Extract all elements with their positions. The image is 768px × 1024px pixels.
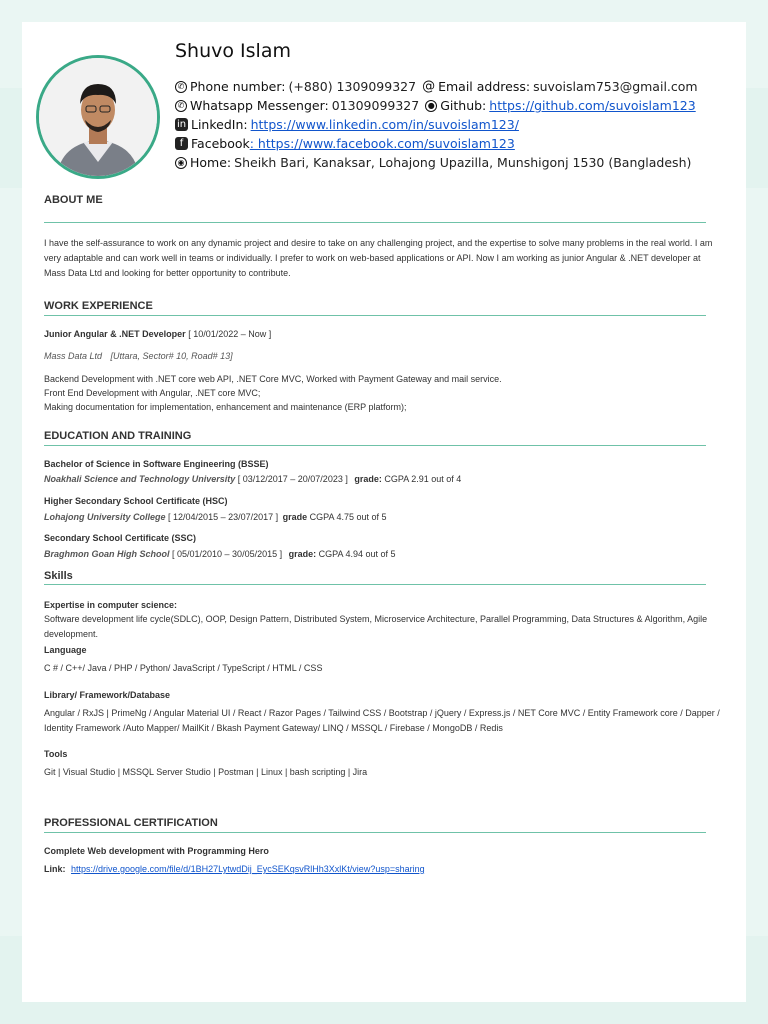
linkedin-icon: in — [176, 118, 187, 130]
work-period: [ 10/01/2022 – Now ] — [185, 329, 272, 339]
contact-row-facebook — [175, 134, 698, 153]
education-degree: Bachelor of Science in Software Engineering (BSSE) — [44, 459, 269, 469]
whatsapp-label: Whatsapp Messenger: — [190, 98, 329, 113]
work-line: Backend Development with .NET core web API, .NET Core MVC, Worked with Payment Gateway and mail service. — [44, 374, 502, 384]
avatar — [36, 55, 160, 179]
contact-row-phone — [175, 77, 698, 96]
location-icon: ◉ — [175, 157, 187, 169]
github-icon: ● — [425, 100, 437, 112]
work-divider — [44, 315, 706, 316]
github-link[interactable]: https://github.com/suvoislam123 — [489, 98, 696, 113]
education-title: EDUCATION AND TRAINING — [44, 430, 192, 442]
work-title: WORK EXPERIENCE — [44, 300, 153, 312]
work-company-line — [44, 349, 724, 364]
skills-library-label: Library/ Framework/Database — [44, 690, 171, 700]
education-detail — [44, 510, 724, 525]
work-location: [Uttara, Sector# 10, Road# 13] — [110, 351, 233, 361]
education-period: [ 05/01/2010 – 30/05/2015 ] — [169, 549, 283, 559]
work-role-line — [44, 327, 724, 342]
facebook-link[interactable]: : https://www.facebook.com/suvoislam123 — [249, 136, 515, 151]
facebook-label: Facebook — [191, 136, 250, 151]
home-value: Sheikh Bari, Kanaksar, Lohajong Upazilla, Munshigonj 1530 (Bangladesh) — [234, 155, 692, 170]
about-title: ABOUT ME — [44, 194, 103, 206]
certification-title: PROFESSIONAL CERTIFICATION — [44, 817, 218, 829]
skills-language-label: Language — [44, 645, 87, 655]
education-grade-label: grade — [282, 512, 308, 522]
skills-library: Angular / RxJS | PrimeNg / Angular Material UI / React / Razor Pages / Tailwind CSS / Bootstrap / jQuery / Express.js / NET Core MVC / Entity Framework core / Dapper / Identity Framework /Auto Mapper/ MailKit / Bkash Payment Gateway/ LINQ / MSSQL / Firebase / MongoDB / Redis — [44, 708, 720, 733]
phone-value: (+880) 1309099327 — [288, 79, 417, 94]
about-text: I have the self-assurance to work on any dynamic project and desire to take on any challenging project, and the expertise to solve many problems in the real world. I am very adaptable and can work well in teams or individually. I prefer to work on web-based applications or API. Now I am working as junior Angular & .NET developer at Mass Data Ltd and looking for better opportunity to contribute. — [44, 238, 713, 278]
skills-expertise-label: Expertise in computer science: — [44, 600, 178, 610]
profile-photo-icon — [39, 58, 157, 176]
education-detail — [44, 472, 724, 487]
facebook-icon: f — [175, 137, 188, 150]
contact-block — [175, 77, 698, 172]
education-divider — [44, 445, 706, 446]
email-value[interactable]: suvoislam753@gmail.com — [533, 79, 698, 94]
education-grade-label: grade: — [354, 474, 382, 484]
skills-title: Skills — [44, 570, 73, 582]
education-period: [ 12/04/2015 – 23/07/2017 ] — [165, 512, 279, 522]
certification-name: Complete Web development with Programming Hero — [44, 846, 269, 856]
education-grade: CGPA 4.94 out of 5 — [316, 549, 396, 559]
contact-row-home — [175, 153, 698, 172]
education-grade: CGPA 4.75 out of 5 — [307, 512, 387, 522]
education-degree: Higher Secondary School Certificate (HSC) — [44, 496, 228, 506]
contact-row-whatsapp — [175, 96, 698, 115]
education-grade-label: grade: — [288, 549, 317, 559]
work-line: Front End Development with Angular, .NET core MVC; — [44, 388, 261, 398]
full-name: Shuvo Islam — [175, 40, 291, 62]
education-degree: Secondary School Certificate (SSC) — [44, 533, 197, 543]
certification-link-line — [44, 862, 724, 877]
github-label: Github: — [440, 98, 487, 113]
whatsapp-icon: ✆ — [175, 100, 187, 112]
certification-link-label: Link: — [44, 864, 66, 874]
resume-page — [22, 22, 746, 1002]
skills-tools-label: Tools — [44, 749, 68, 759]
skills-tools: Git | Visual Studio | MSSQL Server Studio | Postman | Linux | bash scripting | Jira — [44, 767, 368, 777]
work-company: Mass Data Ltd — [44, 351, 103, 361]
whatsapp-value: 01309099327 — [331, 98, 420, 113]
work-role: Junior Angular & .NET Developer — [44, 329, 186, 339]
education-school: Noakhali Science and Technology University — [44, 474, 236, 484]
work-line: Making documentation for implementation, enhancement and maintenance (ERP platform); — [44, 402, 407, 412]
education-period: [ 03/12/2017 – 20/07/2023 ] — [235, 474, 348, 484]
skills-language: C # / C++/ Java / PHP / Python/ JavaScript / TypeScript / HTML / CSS — [44, 663, 323, 673]
phone-icon: ✆ — [175, 81, 187, 93]
certification-link[interactable]: https://drive.google.com/file/d/1BH27LytwdDij_EycSEKqsvRlHh3XxlKt/view?usp=sharing — [71, 864, 425, 874]
linkedin-link[interactable]: https://www.linkedin.com/in/suvoislam123/ — [250, 117, 519, 132]
phone-label: Phone number: — [190, 79, 286, 94]
skills-divider — [44, 584, 706, 585]
education-grade: CGPA 2.91 out of 4 — [381, 474, 462, 484]
education-school: Lohajong University College — [44, 512, 166, 522]
contact-row-linkedin — [175, 115, 698, 134]
education-school: Braghmon Goan High School — [44, 549, 170, 559]
skills-expertise: Software development life cycle(SDLC), OOP, Design Pattern, Distributed System, Microservice Architecture, Parallel Programming, Data Structures & Algorithm, Agile development. — [44, 614, 708, 639]
education-detail — [44, 547, 724, 562]
home-label: Home: — [190, 155, 232, 170]
about-divider — [44, 222, 706, 223]
email-label: Email address: — [438, 79, 531, 94]
certification-divider — [44, 832, 706, 833]
linkedin-label: LinkedIn: — [191, 117, 248, 132]
at-icon: @ — [422, 79, 436, 94]
